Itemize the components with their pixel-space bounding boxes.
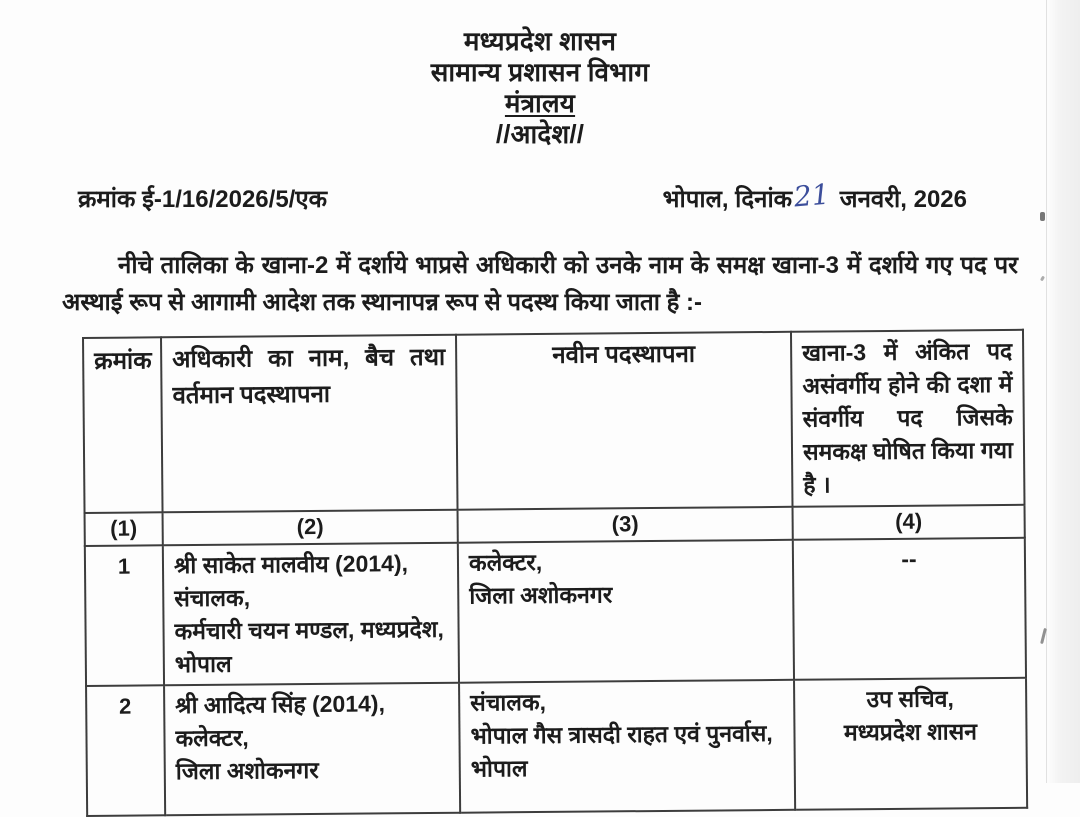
column-number-4: (4)	[793, 505, 1025, 540]
row1-officer: श्री साकेत मालवीय (2014), संचालक, कर्मचारी चयन मण्डल, मध्यप्रदेश, भोपाल	[163, 543, 459, 686]
department-name: सामान्य प्रशासन विभाग	[430, 57, 650, 87]
row2-equivalent: उप सचिव, मध्यप्रदेश शासन	[794, 678, 1027, 810]
ministry-name: मंत्रालय	[504, 88, 576, 118]
column-number-2: (2)	[163, 510, 458, 546]
row1-new-posting: कलेक्टर, जिला अशोकनगर	[458, 540, 794, 683]
date-month-year: जनवरी, 2026	[839, 186, 967, 213]
handwritten-date: 21	[792, 177, 831, 214]
date-place-label: भोपाल, दिनांक	[662, 186, 793, 213]
header-new-posting: नवीन पदस्थापना	[456, 332, 793, 510]
reference-number: क्रमांक ई-1/16/2026/5/एक	[78, 186, 328, 213]
posting-table-wrapper	[82, 329, 1028, 817]
row2-officer: श्री आदित्य सिंह (2014), कलेक्टर, जिला अशोकनगर	[164, 683, 460, 816]
table-header-row	[83, 330, 1024, 513]
reference-date-row	[0, 177, 1080, 215]
column-number-1: (1)	[85, 512, 163, 546]
row1-equivalent: --	[793, 538, 1026, 680]
header-serial-number: क्रमांक	[83, 337, 163, 513]
table-row	[86, 678, 1027, 816]
row1-serial: 1	[85, 545, 164, 686]
row2-serial: 2	[86, 685, 165, 816]
scan-speck	[1040, 212, 1045, 221]
header-equivalent-post: खाना-3 में अंकित पद असंवर्गीय होने की दशा में संवर्गीय पद जिसके समकक्ष घोषित किया गया है ।	[791, 330, 1025, 507]
government-name: मध्यप्रदेश शासन	[463, 26, 617, 56]
header-officer-name: अधिकारी का नाम, बैच तथा वर्तमान पदस्थापना	[161, 335, 458, 513]
order-paragraph: नीचे तालिका के खाना-2 में दर्शाये भाप्रसे अधिकारी को उनके नाम के समक्ष खाना-3 में दर्शाये गए पद पर अस्थाई रूप से आगामी आदेश तक स्थानापन्न रूप से पदस्थ किया जाता है :-	[62, 252, 1018, 316]
posting-table	[82, 329, 1028, 817]
document-header	[0, 0, 1080, 150]
table-row	[85, 538, 1026, 686]
scan-edge-shadow	[1046, 0, 1080, 783]
scan-speck	[1040, 276, 1045, 282]
row2-new-posting: संचालक, भोपाल गैस त्रासदी राहत एवं पुनर्वास, भोपाल	[459, 680, 795, 813]
date-line	[662, 177, 967, 215]
order-title: //आदेश//	[495, 119, 585, 149]
column-number-3: (3)	[458, 507, 793, 543]
